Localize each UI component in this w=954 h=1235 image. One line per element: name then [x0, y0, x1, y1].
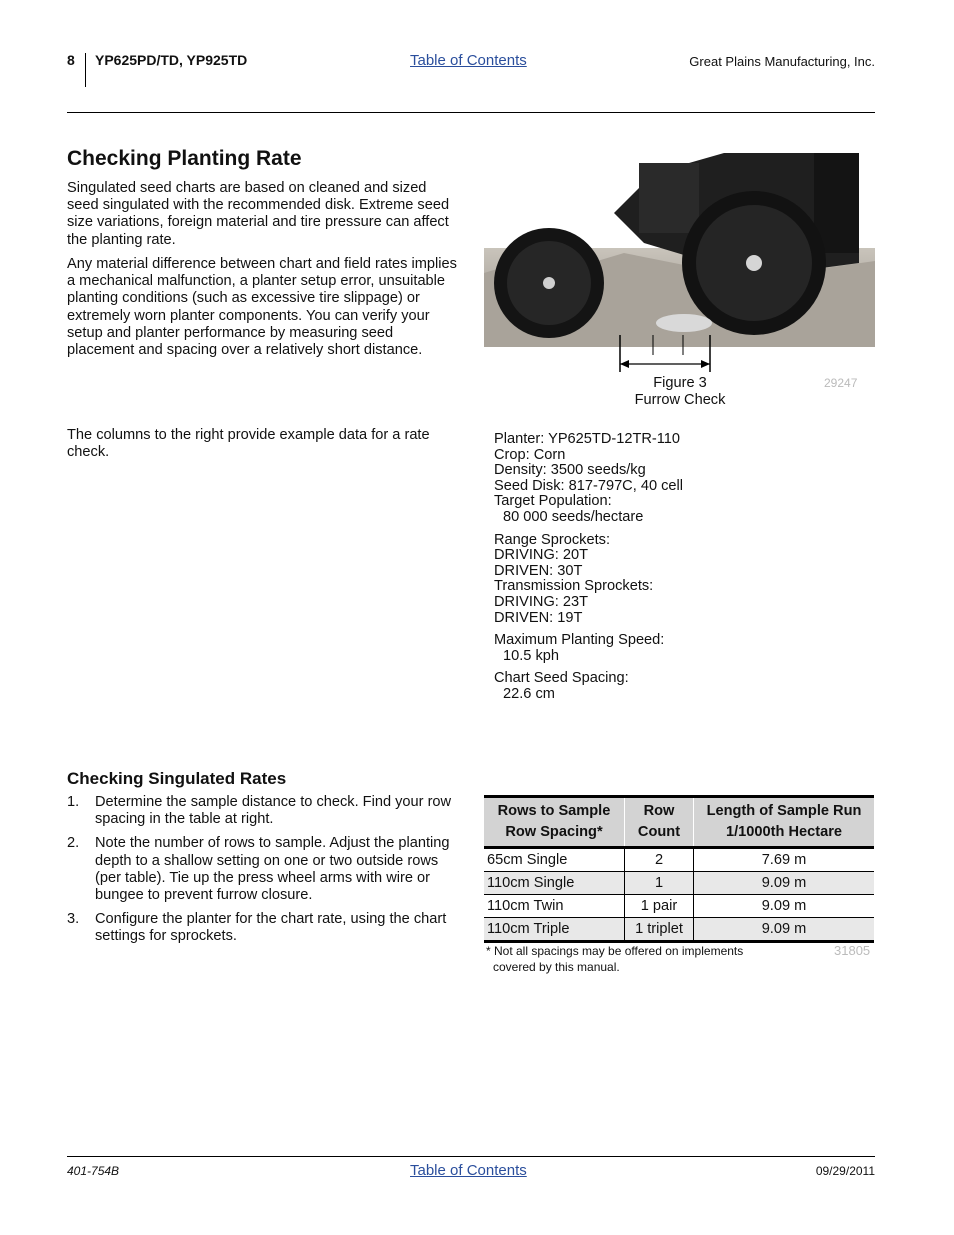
spec-trans-driving: DRIVING: 23T — [494, 593, 589, 610]
cell-row-spacing: 110cm Single — [484, 872, 625, 895]
list-item — [67, 794, 459, 828]
model-title: YP625PD/TD, YP925TD — [95, 52, 248, 68]
seed-spacing-measure-icon — [616, 330, 716, 375]
spec-density: Density: 3500 seeds/kg — [494, 462, 646, 479]
header-rows-to-sample: Rows to Sample Row Spacing* — [484, 797, 625, 848]
spec-transmission-sprockets: Transmission Sprockets: — [494, 578, 654, 595]
figure-caption — [600, 375, 760, 409]
step-text: Note the number of rows to sample. Adjust the planting depth to a shallow setting on one or two outside rows (per table). Tie up the press wheel arms with wire or bungee to prevent furrow closure. — [95, 835, 450, 904]
sample-run-table — [484, 795, 874, 943]
example-paragraph: The columns to the right provide example data for a rate check. — [67, 427, 430, 461]
table-row — [484, 872, 874, 895]
intro-paragraph: Singulated seed charts are based on cleaned and sized seed singulated with the recommended disk. Extreme seed size variations, foreign material and tire pressure can affect the planting rate. — [67, 180, 450, 248]
cell-sample-length: 7.69 m — [694, 848, 875, 872]
spec-range-driven: DRIVEN: 30T — [494, 562, 583, 579]
table-image-number: 31805 — [834, 943, 871, 958]
cell-row-spacing: 65cm Single — [484, 848, 625, 872]
spec-range-sprockets: Range Sprockets: — [494, 531, 611, 548]
table-footnote — [486, 943, 786, 975]
cell-sample-length: 9.09 m — [694, 872, 875, 895]
step-text: Configure the planter for the chart rate, using the chart settings for sprockets. — [95, 911, 447, 945]
step-text: Determine the sample distance to check. Find your row spacing in the table at right. — [95, 794, 452, 828]
header-divider — [85, 53, 86, 87]
table-row — [484, 895, 874, 918]
header-rule — [67, 112, 875, 113]
section-title: Checking Planting Rate — [67, 147, 302, 170]
footnote-line-2: covered by this manual. — [493, 960, 620, 974]
cell-row-spacing: 110cm Triple — [484, 918, 625, 942]
cell-row-count: 1 triplet — [625, 918, 694, 942]
table-header-row — [484, 797, 874, 848]
step-number: 1. — [67, 794, 80, 810]
spec-chart-spacing-label: Chart Seed Spacing: — [494, 670, 629, 687]
spec-target-population-value: 80 000 seeds/hectare — [503, 508, 644, 525]
spec-seed-disk: Seed Disk: 817-797C, 40 cell — [494, 477, 684, 494]
header-sample-length: Length of Sample Run 1/1000th Hectare — [694, 797, 875, 848]
list-item — [67, 911, 459, 945]
steps-list — [67, 794, 459, 953]
publication-date: 09/29/2011 — [815, 1164, 875, 1178]
malfunction-paragraph: Any material difference between chart and field rates implies a mechanical malfunction, a planter setup error, unsuitable planting conditions (such as excessive tire slippage) or extremely worn planter components. You can verify your setup and planter performance by measuring seed placement and spacing over a relatively short distance. — [67, 256, 457, 359]
cell-sample-length: 9.09 m — [694, 918, 875, 942]
company-name: Great Plains Manufacturing, Inc. — [689, 54, 875, 69]
spec-max-speed-value: 10.5 kph — [503, 647, 559, 664]
footer-toc-link[interactable]: Table of Contents — [410, 1162, 527, 1179]
spec-target-population-label: Target Population: — [494, 493, 612, 510]
document-number: 401-754B — [67, 1164, 120, 1178]
spec-crop: Crop: Corn — [494, 446, 566, 463]
cell-row-count: 1 pair — [625, 895, 694, 918]
rate-check-specs — [494, 432, 824, 710]
step-number: 3. — [67, 911, 80, 928]
spec-max-speed-label: Maximum Planting Speed: — [494, 632, 665, 649]
figure-image-number: 29247 — [824, 376, 858, 390]
spec-planter: Planter: YP625TD-12TR-110 — [494, 431, 681, 447]
step-number: 2. — [67, 835, 80, 852]
spec-range-driving: DRIVING: 20T — [494, 547, 589, 564]
header-toc-link[interactable]: Table of Contents — [410, 52, 527, 69]
cell-sample-length: 9.09 m — [694, 895, 875, 918]
list-item — [67, 835, 459, 904]
furrow-check-photo — [484, 153, 875, 347]
figure-label: Figure 3 — [653, 375, 707, 391]
figure-title: Furrow Check — [634, 392, 726, 408]
table-row — [484, 848, 874, 872]
footer-rule — [67, 1156, 875, 1157]
spec-trans-driven: DRIVEN: 19T — [494, 609, 583, 626]
cell-row-spacing: 110cm Twin — [484, 895, 625, 918]
table-row — [484, 918, 874, 942]
header-row-count: Row Count — [625, 797, 694, 848]
spec-chart-spacing-value: 22.6 cm — [503, 685, 555, 702]
footnote-line-1: * Not all spacings may be offered on implements — [486, 944, 744, 958]
page-number: 8 — [67, 52, 75, 68]
cell-row-count: 1 — [625, 872, 694, 895]
subsection-title: Checking Singulated Rates — [67, 769, 287, 788]
cell-row-count: 2 — [625, 848, 694, 872]
